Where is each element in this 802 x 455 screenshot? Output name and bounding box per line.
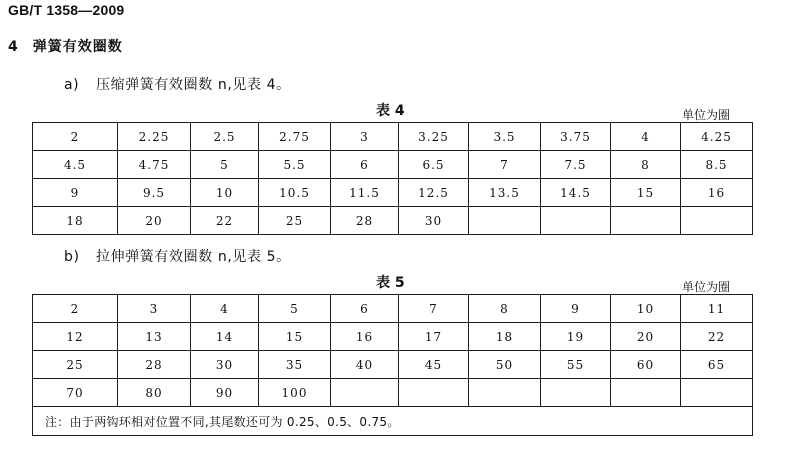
table-cell: 8.5 xyxy=(681,151,753,179)
table-cell: 10.5 xyxy=(259,179,331,207)
table-cell: 45 xyxy=(399,351,469,379)
table5 xyxy=(32,294,753,436)
table-cell: 80 xyxy=(118,379,191,407)
table-row xyxy=(33,179,753,207)
table-cell: 28 xyxy=(118,351,191,379)
section-title: 弹簧有效圈数 xyxy=(32,39,123,55)
table-cell: 8 xyxy=(611,151,681,179)
table-cell: 100 xyxy=(259,379,331,407)
table-cell: 6.5 xyxy=(399,151,469,179)
paragraph-b-marker: b) xyxy=(64,249,80,265)
table-cell: 3 xyxy=(331,123,399,151)
table-cell: 5.5 xyxy=(259,151,331,179)
table-cell: 11 xyxy=(681,295,753,323)
table-cell: 3.25 xyxy=(399,123,469,151)
paragraph-b-text: 拉伸弹簧有效圈数 n,见表 5。 xyxy=(96,249,291,265)
table-cell: 6 xyxy=(331,151,399,179)
table-cell: 16 xyxy=(681,179,753,207)
table-cell xyxy=(331,379,399,407)
table-cell: 16 xyxy=(331,323,399,351)
table-cell: 3.75 xyxy=(541,123,611,151)
table-cell xyxy=(469,379,541,407)
table-cell: 10 xyxy=(611,295,681,323)
table-row xyxy=(33,295,753,323)
table5-unit: 单位为圈 xyxy=(682,280,731,294)
table-cell: 2.25 xyxy=(118,123,191,151)
table-cell: 2 xyxy=(33,123,118,151)
table-cell xyxy=(469,207,541,235)
table-cell: 5 xyxy=(259,295,331,323)
table4-title: 表 4 xyxy=(376,103,405,119)
table-cell: 4 xyxy=(611,123,681,151)
table-cell: 4.75 xyxy=(118,151,191,179)
table4 xyxy=(32,122,753,235)
table-cell xyxy=(681,379,753,407)
table-cell: 25 xyxy=(33,351,118,379)
table-cell: 30 xyxy=(399,207,469,235)
table-cell: 9 xyxy=(541,295,611,323)
table-cell: 90 xyxy=(191,379,259,407)
table-cell: 4.25 xyxy=(681,123,753,151)
table-cell: 14.5 xyxy=(541,179,611,207)
table-cell: 22 xyxy=(191,207,259,235)
table5-title: 表 5 xyxy=(376,275,405,291)
table-cell xyxy=(541,207,611,235)
paragraph-a-text: 压缩弹簧有效圈数 n,见表 4。 xyxy=(96,77,291,93)
table-cell: 7 xyxy=(469,151,541,179)
table-cell: 13 xyxy=(118,323,191,351)
table-cell xyxy=(399,379,469,407)
table-cell: 25 xyxy=(259,207,331,235)
table-cell: 10 xyxy=(191,179,259,207)
table-cell: 30 xyxy=(191,351,259,379)
table-cell: 50 xyxy=(469,351,541,379)
table-cell: 4.5 xyxy=(33,151,118,179)
table-cell: 7.5 xyxy=(541,151,611,179)
table-cell: 13.5 xyxy=(469,179,541,207)
table-cell: 15 xyxy=(259,323,331,351)
table-cell: 4 xyxy=(191,295,259,323)
table-cell xyxy=(611,379,681,407)
table-cell: 12 xyxy=(33,323,118,351)
table-row xyxy=(33,207,753,235)
paragraph-b xyxy=(64,246,291,266)
table-row xyxy=(33,351,753,379)
standard-code-header: GB/T 1358—2009 xyxy=(8,2,125,18)
table-cell: 9.5 xyxy=(118,179,191,207)
table-cell xyxy=(541,379,611,407)
table-cell: 5 xyxy=(191,151,259,179)
table-row xyxy=(33,151,753,179)
table-cell: 40 xyxy=(331,351,399,379)
table-cell: 14 xyxy=(191,323,259,351)
paragraph-a xyxy=(64,74,291,94)
table-cell: 65 xyxy=(681,351,753,379)
table-row xyxy=(33,379,753,407)
table-cell: 20 xyxy=(611,323,681,351)
table-cell: 12.5 xyxy=(399,179,469,207)
table-cell: 11.5 xyxy=(331,179,399,207)
table-cell: 6 xyxy=(331,295,399,323)
table-cell: 8 xyxy=(469,295,541,323)
table-cell: 60 xyxy=(611,351,681,379)
table-cell: 7 xyxy=(399,295,469,323)
section-number: 4 xyxy=(8,39,19,55)
table-cell: 70 xyxy=(33,379,118,407)
table-note-row xyxy=(33,407,753,436)
table-note: 注：由于两钩环相对位置不同,其尾数还可为 0.25、0.5、0.75。 xyxy=(33,407,753,436)
table-cell: 3.5 xyxy=(469,123,541,151)
table-cell xyxy=(681,207,753,235)
table-row xyxy=(33,323,753,351)
table-cell: 22 xyxy=(681,323,753,351)
table-cell: 9 xyxy=(33,179,118,207)
table-cell: 35 xyxy=(259,351,331,379)
table-cell: 17 xyxy=(399,323,469,351)
table-cell: 18 xyxy=(33,207,118,235)
table-cell: 2.5 xyxy=(191,123,259,151)
table-cell: 2 xyxy=(33,295,118,323)
table-cell: 15 xyxy=(611,179,681,207)
table-cell: 20 xyxy=(118,207,191,235)
table4-unit: 单位为圈 xyxy=(682,108,731,122)
table-cell: 3 xyxy=(118,295,191,323)
table-cell: 19 xyxy=(541,323,611,351)
table-row xyxy=(33,123,753,151)
paragraph-a-marker: a) xyxy=(64,77,80,93)
table-cell xyxy=(611,207,681,235)
table-cell: 55 xyxy=(541,351,611,379)
table-cell: 18 xyxy=(469,323,541,351)
table-cell: 28 xyxy=(331,207,399,235)
section-heading xyxy=(8,36,123,56)
table-cell: 2.75 xyxy=(259,123,331,151)
